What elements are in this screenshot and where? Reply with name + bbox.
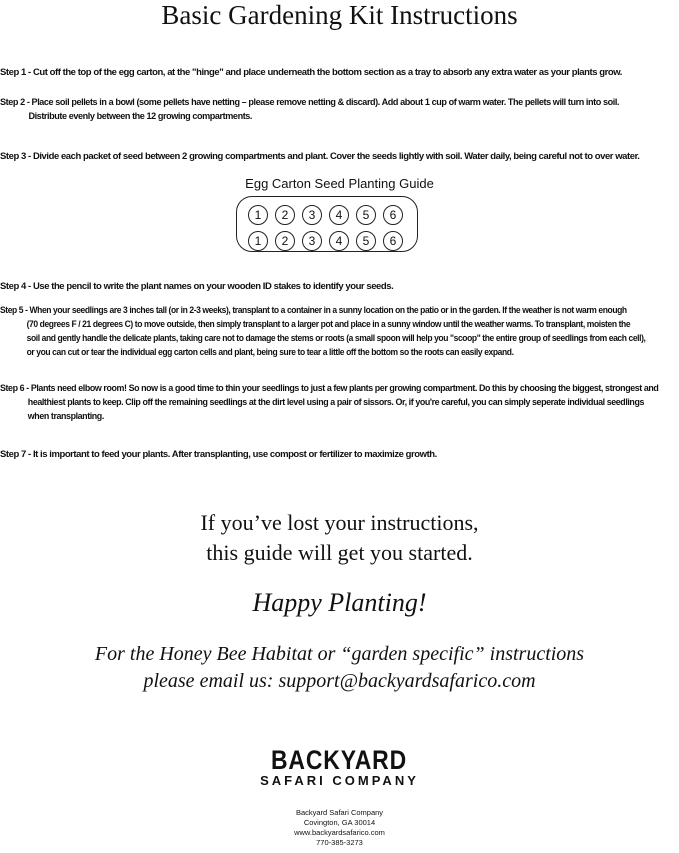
company-address: [0, 808, 679, 848]
company-website: www.backyardsafarico.com: [294, 828, 385, 837]
step-1: [0, 66, 672, 80]
step-text: healthiest plants to keep. Clip off the remaining seedlings at the dirt level using a pair of sissors. Or, if you're careful, you can simply seperate individual seedlings: [27, 397, 644, 408]
lost-instructions-note: [0, 508, 679, 568]
step-text: Place soil pellets in a bowl (some pellets have netting – please remove netting & discard). Add about 1 cup of warm water. The pellets will turn into soil.: [31, 97, 620, 108]
step-6: [0, 382, 659, 424]
carton-cell: 2: [275, 205, 295, 225]
email-line: For the Honey Bee Habitat or “garden specific” instructions: [94, 643, 585, 665]
carton-cell: 3: [302, 205, 322, 225]
step-label: Step 1 -: [0, 67, 33, 78]
step-label: Step 4 -: [0, 281, 33, 292]
email-note: [0, 641, 679, 695]
step-label: Step 6 -: [0, 383, 31, 394]
email-line: please email us: support@backyardsafarico.com: [143, 670, 536, 692]
step-3: [0, 150, 672, 164]
step-text: Use the pencil to write the plant names on your wooden ID stakes to identify your seeds.: [32, 281, 394, 292]
step-7: [0, 448, 672, 462]
step-label: Step 7 -: [0, 449, 33, 460]
carton-cell: 6: [383, 205, 403, 225]
step-text: Plants need elbow room! So now is a good time to thin your seedlings to just a few plants per growing compartment. Do this by choosing the biggest, strongest and: [30, 383, 659, 394]
carton-cell: 1: [248, 205, 268, 225]
step-text: when transplanting.: [27, 411, 104, 422]
company-name: Backyard Safari Company: [295, 808, 384, 817]
logo-wordmark: BACKYARD: [271, 745, 408, 775]
happy-planting: Happy Planting!: [252, 588, 427, 617]
step-text: Distribute evenly between the 12 growing compartments.: [28, 111, 253, 122]
closing-line: If you’ve lost your instructions,: [200, 510, 479, 535]
closing-line: this guide will get you started.: [206, 540, 473, 565]
egg-carton-diagram: [236, 196, 418, 252]
carton-cell: 4: [329, 231, 349, 251]
company-city: Covington, GA 30014: [303, 818, 376, 827]
carton-cell: 4: [329, 205, 349, 225]
step-2: [0, 96, 644, 124]
step-text: (70 degrees F / 21 degrees C) to move outside, then simply transplant to a larger pot and place in a sunny window until the weather warms. To transplant, moisten the: [26, 319, 631, 330]
step-text: soil and gently handle the delicate plants, taking care not to damage the stems or roots (a small spoon will help you "scoop" the entire group of seedlings from each cell),: [26, 333, 646, 344]
step-text: Cut off the top of the egg carton, at the "hinge" and place underneath the bottom section as a tray to absorb any extra water as your plants grow.: [32, 67, 622, 78]
step-text: or you can cut or tear the individual egg carton cells and plant, being sure to tear a little off the bottom so the roots can easily expand.: [26, 347, 514, 358]
carton-cell: 3: [302, 231, 322, 251]
step-label: Step 3 -: [0, 151, 33, 162]
step-text: Divide each packet of seed between 2 growing compartments and plant. Cover the seeds lightly with soil. Water daily, being careful not to over water.: [32, 151, 640, 162]
carton-cell: 6: [383, 231, 403, 251]
carton-cell: 5: [356, 231, 376, 251]
carton-cell: 1: [248, 231, 268, 251]
carton-cell: 5: [356, 205, 376, 225]
step-label: Step 5 -: [0, 305, 30, 316]
step-text: It is important to feed your plants. After transplanting, use compost or fertilizer to maximize growth.: [32, 449, 437, 460]
company-phone: 770-385-3273: [316, 838, 363, 847]
page-title: Basic Gardening Kit Instructions: [161, 0, 518, 30]
carton-cell: 2: [275, 231, 295, 251]
backyard-safari-logo: [0, 745, 679, 788]
guide-title: Egg Carton Seed Planting Guide: [245, 176, 434, 191]
step-text: When your seedlings are 3 inches tall (or in 2-3 weeks), transplant to a container in a sunny location on the patio or in the garden. If the weather is not warm enough: [29, 305, 627, 316]
step-5: [0, 304, 646, 360]
logo-subline: SAFARI COMPANY: [260, 773, 419, 788]
step-4: [0, 280, 672, 294]
step-label: Step 2 -: [0, 97, 32, 108]
